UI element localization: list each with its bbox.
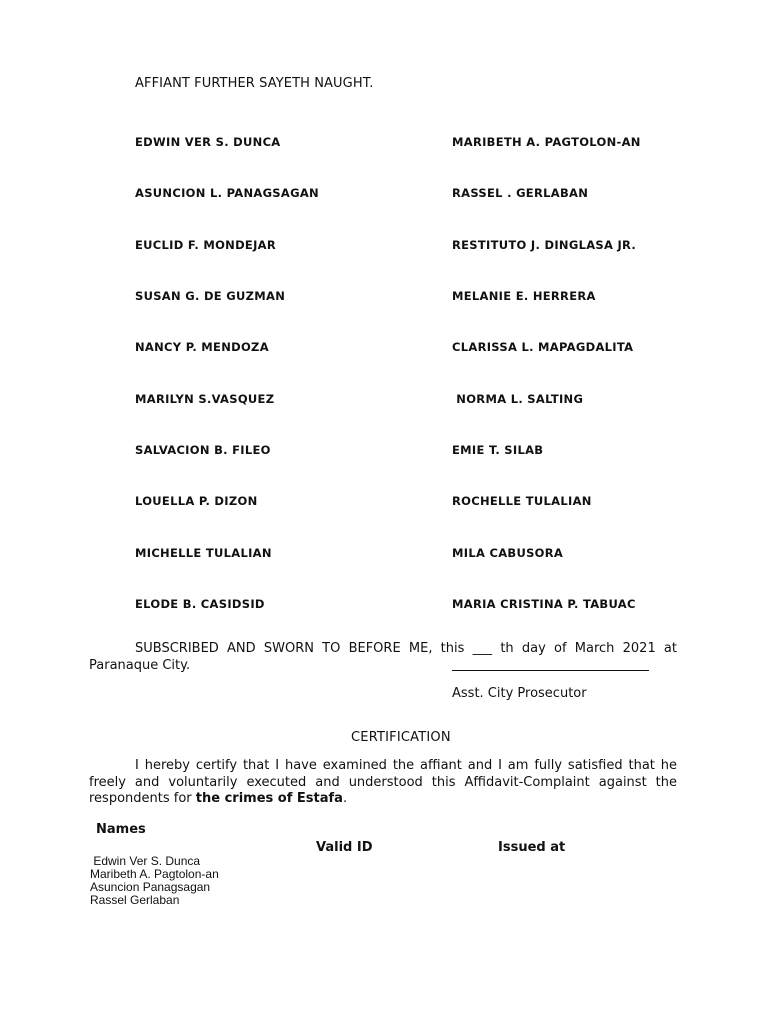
prosecutor-signature-line <box>452 670 649 671</box>
certification-title: CERTIFICATION <box>351 730 451 745</box>
signatory-left-4: SUSAN G. DE GUZMAN <box>135 289 286 303</box>
jurat-text: SUBSCRIBED AND SWORN TO BEFORE ME, this ___ th day of March 2021 at Paranaque City. <box>89 641 677 673</box>
signatory-left-5: NANCY P. MENDOZA <box>135 340 269 354</box>
opening-line: AFFIANT FURTHER SAYETH NAUGHT. <box>135 76 374 91</box>
signatory-left-7: SALVACION B. FILEO <box>135 443 271 457</box>
signatory-left-8: LOUELLA P. DIZON <box>135 494 258 508</box>
signatory-right-4: MELANIE E. HERRERA <box>452 289 596 303</box>
signatory-right-2: RASSEL . GERLABAN <box>452 186 589 200</box>
signatory-right-6: NORMA L. SALTING <box>452 392 584 406</box>
signatory-right-10: MARIA CRISTINA P. TABUAC <box>452 597 636 611</box>
certification-paragraph <box>89 758 677 808</box>
signatory-right-9: MILA CABUSORA <box>452 546 564 560</box>
certification-text-after: . <box>342 791 348 806</box>
signatory-left-1: EDWIN VER S. DUNCA <box>135 135 281 149</box>
signatory-left-6: MARILYN S.VASQUEZ <box>135 392 275 406</box>
list-item: Rassel Gerlaban <box>90 893 180 907</box>
certification-text-before: I hereby certify that I have examined the affiant and I am fully satisfied that he freely and voluntarily executed and understood this Affidavit-Complaint against the respondents for <box>89 758 677 806</box>
signatory-left-10: ELODE B. CASIDSID <box>135 597 265 611</box>
signatory-left-2: ASUNCION L. PANAGSAGAN <box>135 186 319 200</box>
list-item: Asuncion Panagsagan <box>90 880 211 894</box>
signatory-right-8: ROCHELLE TULALIAN <box>452 494 592 508</box>
signatory-right-7: EMIE T. SILAB <box>452 443 544 457</box>
signatory-right-1: MARIBETH A. PAGTOLON-AN <box>452 135 641 149</box>
valid-id-header: Valid ID <box>316 840 373 855</box>
list-item: Maribeth A. Pagtolon-an <box>90 867 219 881</box>
signatory-right-5: CLARISSA L. MAPAGDALITA <box>452 340 634 354</box>
prosecutor-label: Asst. City Prosecutor <box>452 686 587 701</box>
names-list <box>90 855 219 907</box>
certification-crime: the crimes of Estafa <box>195 791 343 806</box>
signatory-left-9: MICHELLE TULALIAN <box>135 546 272 560</box>
signatory-right-3: RESTITUTO J. DINGLASA JR. <box>452 238 637 252</box>
names-header: Names <box>96 822 146 837</box>
signatory-left-3: EUCLID F. MONDEJAR <box>135 238 277 252</box>
list-item: Edwin Ver S. Dunca <box>90 854 201 868</box>
issued-at-header: Issued at <box>498 840 566 855</box>
